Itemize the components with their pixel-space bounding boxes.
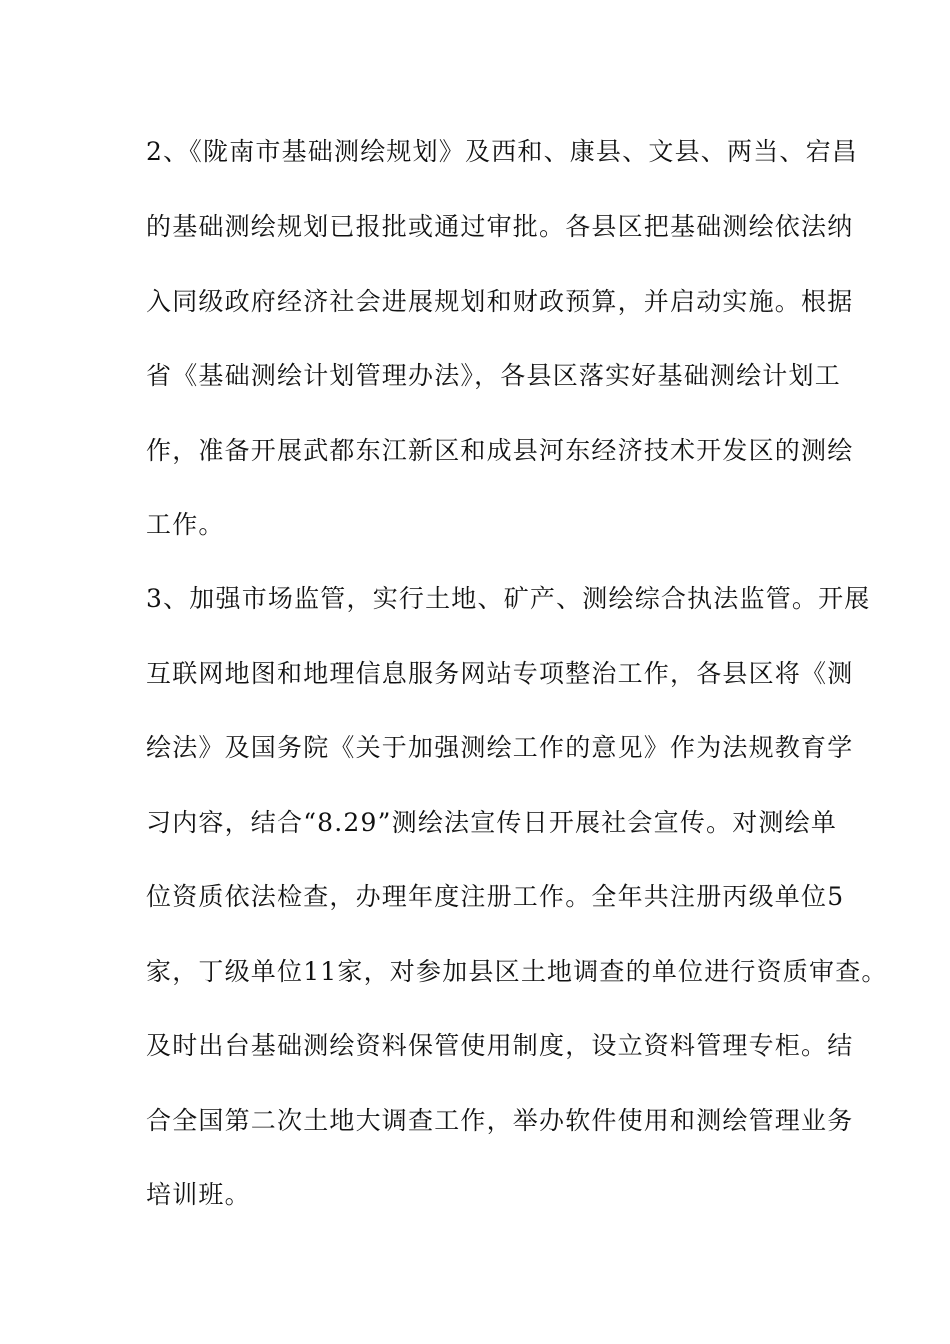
text-line: 及时出台基础测绘资料保管使用制度，设立资料管理专柜。结 [146,1031,854,1060]
text-line: 合全国第二次土地大调查工作，举办软件使用和测绘管理业务 [146,1106,854,1135]
text-line: 绘法》及国务院《关于加强测绘工作的意见》作为法规教育学 [146,733,854,762]
text-line: 作，准备开展武都东江新区和成县河东经济技术开发区的测绘 [146,436,854,465]
text-line: 2、《陇南市基础测绘规划》及西和、康县、文县、两当、宕昌 [146,137,859,166]
text-line: 省《基础测绘计划管理办法》，各县区落实好基础测绘计划工 [146,361,841,390]
text-line: 3、加强市场监管，实行土地、矿产、测绘综合执法监管。开展 [146,584,871,613]
text-line: 工作。 [146,510,225,539]
text-line: 家，丁级单位11家，对参加县区土地调查的单位进行资质审查。 [146,957,888,986]
text-line: 习内容，结合“8.29”测绘法宣传日开展社会宣传。对测绘单 [146,808,838,837]
text-line: 的基础测绘规划已报批或通过审批。各县区把基础测绘依法纳 [146,212,854,241]
text-line: 入同级政府经济社会进展规划和财政预算，并启动实施。根据 [146,287,854,316]
text-line: 位资质依法检查，办理年度注册工作。全年共注册丙级单位5 [146,882,845,911]
text-line: 互联网地图和地理信息服务网站专项整治工作，各县区将《测 [146,659,854,688]
text-line: 培训班。 [146,1180,251,1209]
